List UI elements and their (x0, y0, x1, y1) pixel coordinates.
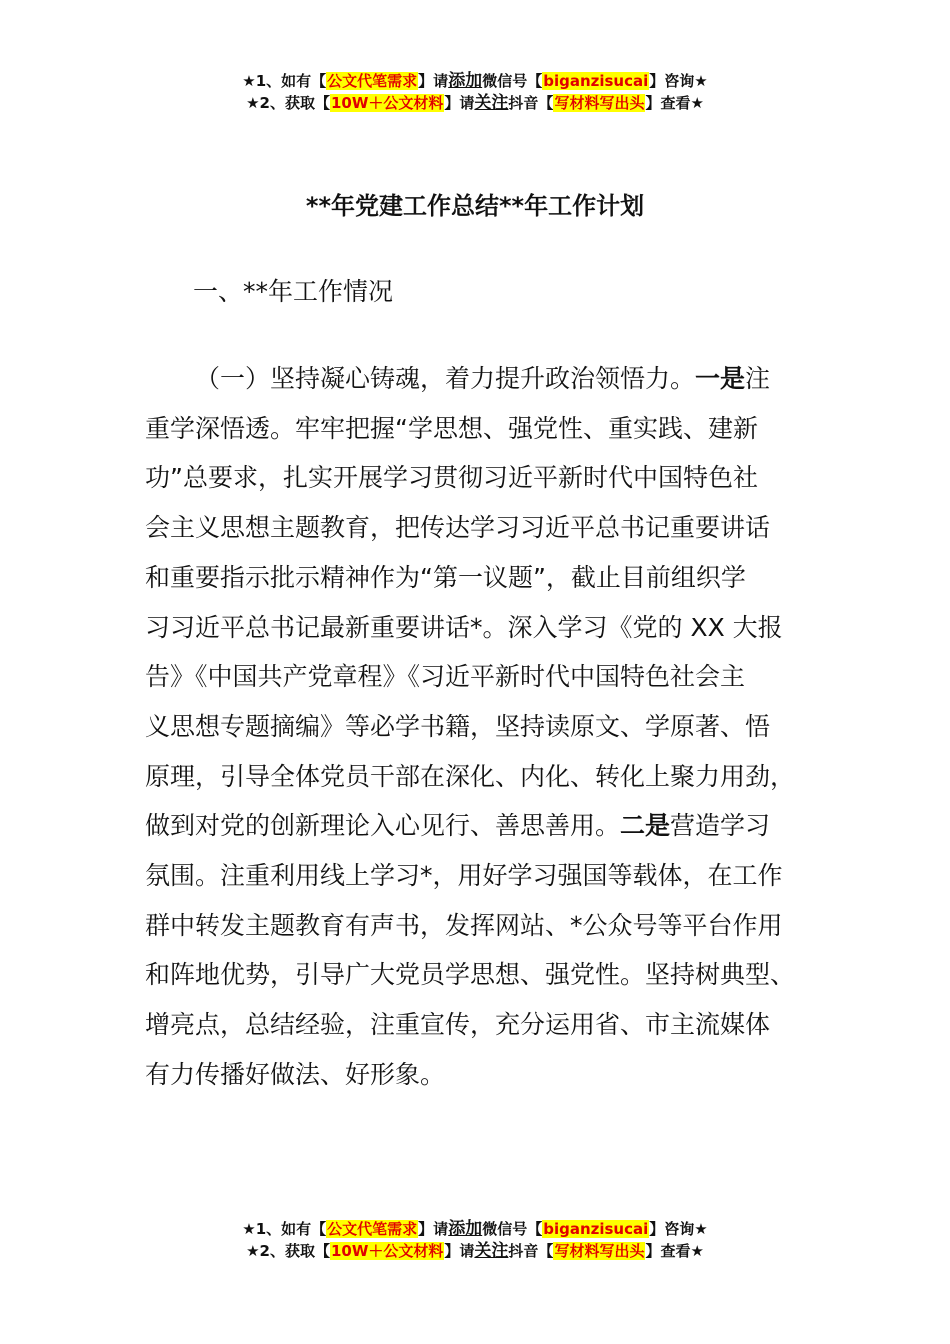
text-run: 营造学习 (670, 811, 771, 841)
banner-text: 】请 (444, 1242, 475, 1260)
text-line: 重学深悟透。牢牢把握“学思想、强党性、重实践、建新 (145, 413, 758, 443)
footer-banner (0, 1218, 950, 1262)
text-line: 和重要指示批示精神作为“第一议题”，截止目前组织学 (145, 562, 746, 592)
highlight-service: 公文代笔需求 (327, 72, 418, 90)
banner-text: 】请 (444, 94, 475, 112)
banner-text: ★1、如有【 (242, 1220, 327, 1238)
banner-text: 】咨询★ (649, 1220, 708, 1238)
text-run: （一）坚持凝心铸魂，着力提升政治领悟力。 (195, 364, 696, 393)
banner-text: ★2、获取【 (246, 94, 330, 112)
banner-text: 】请 (418, 1220, 449, 1238)
text-line (145, 801, 805, 851)
highlight-douyin-account: 写材料写出头 (554, 94, 645, 112)
text-line: 氛围。注重利用线上学习*，用好学习强国等载体，在工作 (145, 861, 783, 891)
text-line: 告》《中国共产党章程》《习近平新时代中国特色社会主 (145, 662, 746, 692)
document-title: **年党建工作总结**年工作计划 (305, 192, 645, 220)
banner-line-2 (0, 1240, 950, 1262)
banner-text: ★1、如有【 (242, 72, 327, 90)
banner-line-1 (0, 1218, 950, 1240)
text-line (145, 354, 805, 404)
banner-text: 】咨询★ (649, 72, 708, 90)
banner-line-2 (0, 92, 950, 114)
text-line: 群中转发主题教育有声书，发挥网站、*公众号等平台作用 (145, 910, 783, 940)
highlight-materials: 10W＋公文材料 (330, 1242, 444, 1260)
text-line: 功”总要求，扎实开展学习贯彻习近平新时代中国特色社 (145, 463, 758, 493)
text-line: 增亮点，总结经验，注重宣传，充分运用省、市主流媒体 (145, 1010, 771, 1040)
text-line: 和阵地优势，引导广大党员学思想、强党性。坚持树典型、 (145, 960, 796, 990)
banner-text: 】查看★ (645, 1242, 704, 1260)
underlined-text: 添加 (448, 1219, 483, 1239)
highlight-service: 公文代笔需求 (327, 1220, 418, 1238)
text-line: 有力传播好做法、好形象。 (145, 1059, 446, 1089)
banner-text: 抖音【 (508, 94, 554, 112)
highlight-wechat-id: biganzisucai (543, 72, 649, 90)
section-heading: 一、**年工作情况 (193, 277, 394, 306)
bold-marker: 一是 (695, 364, 746, 393)
banner-line-1 (0, 70, 950, 92)
banner-text: ★2、获取【 (246, 1242, 330, 1260)
banner-text: 抖音【 (508, 1242, 554, 1260)
highlight-materials: 10W＋公文材料 (330, 94, 444, 112)
underlined-text: 关注 (474, 1241, 509, 1261)
text-line: 义思想专题摘编》等必学书籍，坚持读原文、学原著、悟 (145, 711, 771, 741)
banner-text: 微信号【 (482, 72, 543, 90)
text-line: 习习近平总书记最新重要讲话*。深入学习《党的 XX 大报 (145, 612, 783, 642)
banner-text: 微信号【 (482, 1220, 543, 1238)
bold-marker: 二是 (620, 811, 671, 841)
highlight-wechat-id: biganzisucai (543, 1220, 649, 1238)
text-line: 原理，引导全体党员干部在深化、内化、转化上聚力用劲， (145, 761, 796, 791)
text-line: 会主义思想主题教育，把传达学习习近平总书记重要讲话 (145, 513, 771, 543)
text-run: 做到对党的创新理论入心见行、善思善用。 (145, 811, 621, 841)
body-paragraph (145, 354, 805, 1100)
header-banner (0, 70, 950, 114)
underlined-text: 添加 (448, 71, 483, 91)
underlined-text: 关注 (474, 93, 509, 113)
banner-text: 】查看★ (645, 94, 704, 112)
banner-text: 】请 (418, 72, 449, 90)
highlight-douyin-account: 写材料写出头 (554, 1242, 645, 1260)
text-run: 注 (745, 364, 771, 393)
